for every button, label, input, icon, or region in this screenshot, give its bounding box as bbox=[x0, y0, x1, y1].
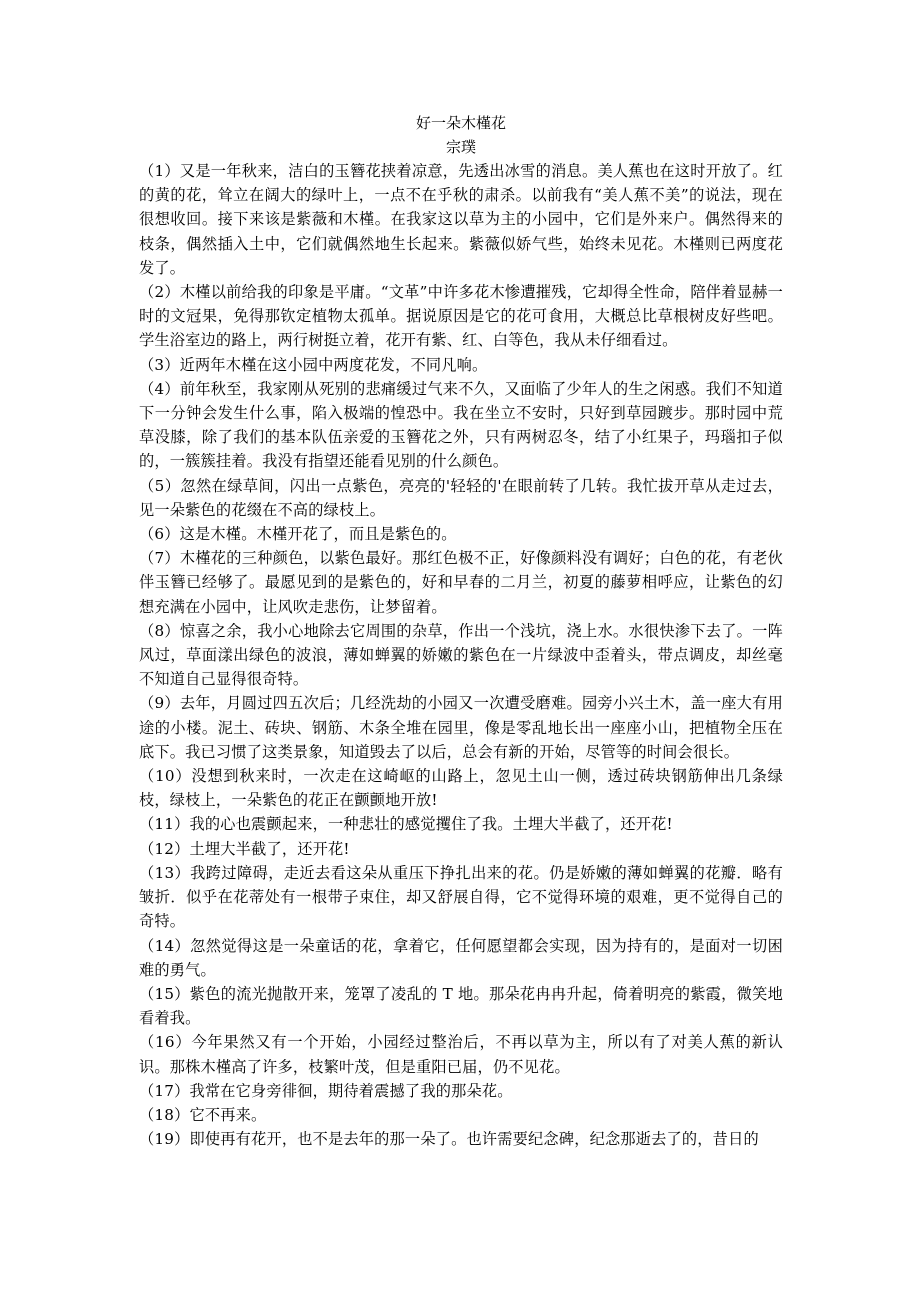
paragraph-7: （7）木槿花的三种颜色，以紫色最好。那红色极不正，好像颜料没有调好；白色的花，有老伙伴玉簪已经够了。最愿见到的是紫色的，好和早春的二月兰，初夏的藤萝相呼应，让紫色的幻想充满在小园中，让风吹走悲伤，让梦留着。 bbox=[139, 549, 783, 616]
paragraph-18: （18）它不再来。 bbox=[139, 1105, 267, 1124]
paragraph-9: （9）去年，月圆过四五次后；几经洗劫的小园又一次遭受磨难。园旁小兴土木，盖一座大有用途的小楼。泥土、砖块、钢筋、木条全堆在园里，像是零乱地长出一座座小山，把植物全压在底下。我已习惯了这类景象，知道毁去了以后，总会有新的开始，尽管等的时间会很长。 bbox=[139, 694, 783, 761]
paragraph-5: （5）忽然在绿草间，闪出一点紫色，亮亮的'轻轻的'在眼前转了几转。我忙拔开草从走过去，见一朵紫色的花缀在不高的绿枝上。 bbox=[139, 476, 783, 519]
paragraph-15: （15）紫色的流光抛散开来，笼罩了凌乱的 T 地。那朵花冉冉升起，倚着明亮的紫霞，微笑地看着我。 bbox=[139, 984, 783, 1028]
paragraph-2: （2）木槿以前给我的印象是平庸。“文革”中许多花木惨遭摧残，它却得全性命，陪伴着显赫一时的文冠果，免得那钦定植物太孤单。据说原因是它的花可食用，大概总比草根树皮好些吧。学生浴室边的路上，两行树挺立着，花开有紫、红、白等色，我从未仔细看过。 bbox=[139, 283, 783, 350]
document-page bbox=[139, 111, 783, 1151]
paragraph-13: （13）我跨过障碍，走近去看这朵从重压下挣扎出来的花。仍是娇嫩的薄如蝉翼的花瓣．略有皱折．似乎在花蒂处有一根带子束住，却又舒展自得，它不觉得环境的艰难，更不觉得自己的奇特。 bbox=[139, 863, 783, 931]
paragraph-4: （4）前年秋至，我家刚从死别的悲痛缓过气来不久，又面临了少年人的生之闲惑。我们不知道下一分钟会发生什么事，陷入极端的惶恐中。我在坐立不安时，只好到草园踱步。那时园中荒草没膝，除了我们的基本队伍亲爱的玉簪花之外，只有两树忍冬，结了小红果子，玛瑙扣子似的，一簇簇挂着。我没有指望还能看见别的什么颜色。 bbox=[139, 379, 783, 471]
paragraph-19: （19）即使再有花开，也不是去年的那一朵了。也许需要纪念碑，纪念那逝去了的，昔日的 bbox=[139, 1130, 759, 1149]
paragraph-11: （11）我的心也震颤起来，一种悲壮的感觉攫住了我。土埋大半截了，还开花! bbox=[139, 815, 673, 834]
paragraph-6: （6）这是木槿。木槿开花了，而且是紫色的。 bbox=[139, 525, 457, 544]
paragraph-17: （17）我常在它身旁徘徊，期待着震撼了我的那朵花。 bbox=[139, 1081, 513, 1100]
paragraph-1: （1）又是一年秋来，洁白的玉簪花挟着凉意，先透出冰雪的消息。美人蕉也在这时开放了。红的黄的花，耸立在阔大的绿叶上，一点不在乎秋的肃杀。以前我有“美人蕉不美”的说法，现在很想收回。接下来该是紫薇和木槿。在我家这以草为主的小园中，它们是外来户。偶然得来的枝条，偶然插入土中，它们就偶然地生长起来。紫薇似娇气些，始终未见花。木槿则已两度花发了。 bbox=[139, 162, 783, 277]
document-body bbox=[139, 159, 783, 1151]
paragraph-16: （16）今年果然又有一个开始，小园经过整治后，不再以草为主，所以有了对美人蕉的新认识。那株木槿高了许多，枝繁叶茂，但是重阳已届，仍不见花。 bbox=[139, 1033, 783, 1076]
paragraph-10: （10）没想到秋来时，一次走在这崎岖的山路上，忽见土山一侧，透过砖块钢筋伸出几条绿枝，绿枝上，一朵紫色的花正在颤颤地开放! bbox=[139, 767, 783, 810]
document-title: 好一朵木槿花 bbox=[415, 114, 506, 132]
paragraph-3: （3）近两年木槿在这小园中两度花发，不同凡响。 bbox=[139, 355, 488, 374]
paragraph-14: （14）忽然觉得这是一朵童话的花，拿着它，任何愿望都会实现，因为持有的，是面对一切困难的勇气。 bbox=[139, 936, 783, 979]
paragraph-12: （12）土埋大半截了，还开花! bbox=[139, 839, 350, 858]
document-author: 宗璞 bbox=[445, 138, 476, 156]
paragraph-8: （8）惊喜之余，我小心地除去它周围的杂草，作出一个浅坑，浇上水。水很快渗下去了。一阵风过，草面漾出绿色的波浪，薄如蝉翼的娇嫩的紫色在一片绿波中歪着头，带点调皮，却丝毫不知道自己显得很奇特。 bbox=[139, 621, 783, 689]
